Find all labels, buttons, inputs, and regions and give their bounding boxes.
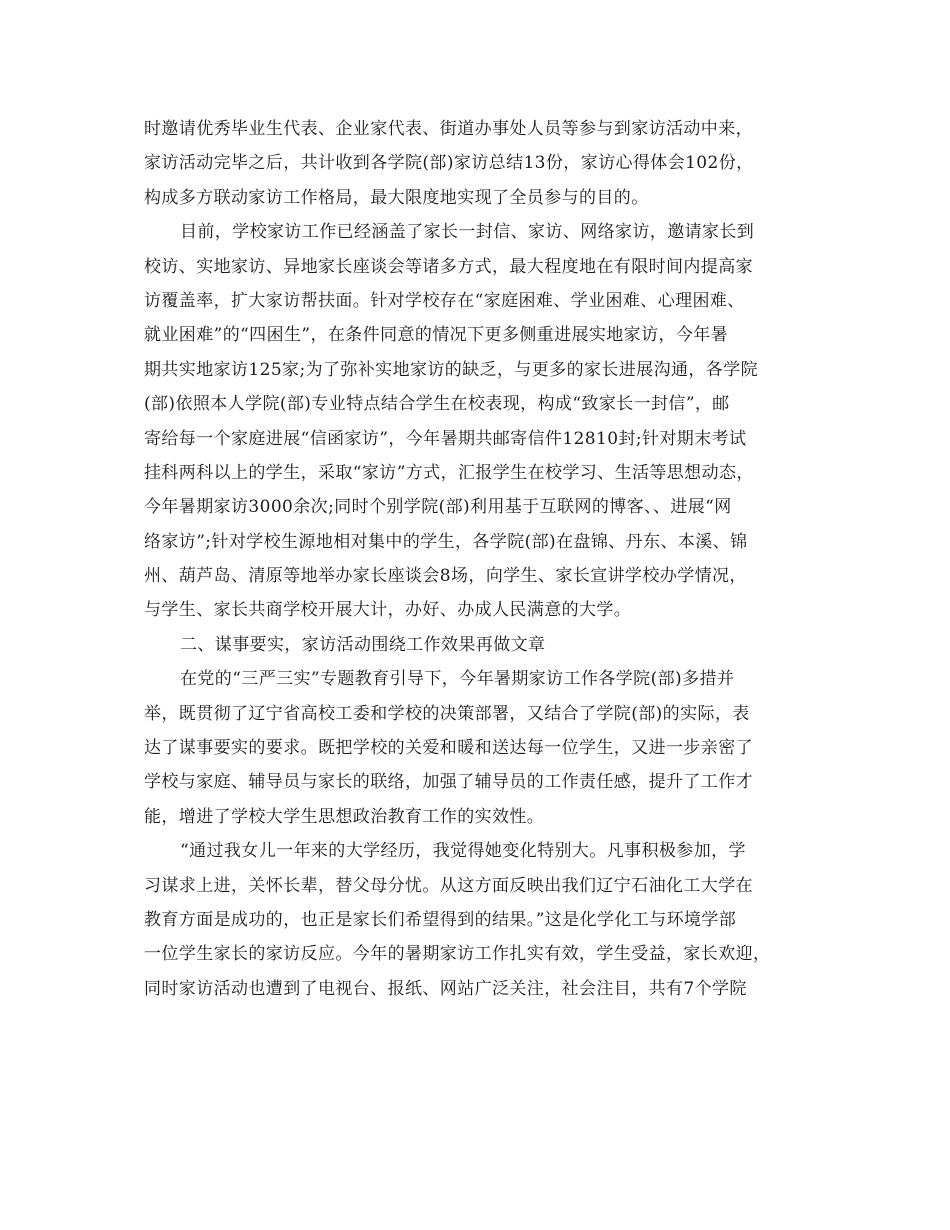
text-line: 州、葫芦岛、清原等地举办家长座谈会8场，向学生、家长宣讲学校办学情况， <box>144 566 747 587</box>
text-line: 在党的“三严三实”专题教育引导下，今年暑期家访工作各学院(部)多措并 <box>180 669 735 690</box>
text-line: 习谋求上进，关怀长辈，替父母分忧。从这方面反映出我们辽宁石油化工大学在 <box>144 875 753 896</box>
text-line: 构成多方联动家访工作格局，最大限度地实现了全员参与的目的。 <box>144 187 649 208</box>
text-line: 期共实地家访125家;为了弥补实地家访的缺乏，与更多的家长进展沟通，各学院 <box>144 359 758 380</box>
text-line: 时邀请优秀毕业生代表、企业家代表、街道办事处人员等参与到家访活动中来， <box>144 119 753 139</box>
text-line: 校访、实地家访、异地家长座谈会等诸多方式，最大程度地在有限时间内提高家 <box>144 256 753 277</box>
text-line: 与学生、家长共商学校开展大计，办好、办成人民满意的大学。 <box>144 600 632 621</box>
text-line: 同时家访活动也遭到了电视台、报纸、网站广泛关注，社会注目，共有7个学院 <box>144 978 747 999</box>
text-line: “通过我女儿一年来的大学经历，我觉得她变化特别大。凡事积极参加，学 <box>180 841 746 862</box>
text-line: 达了谋事要实的要求。既把学校的关爱和暖和送达每一位学生，又进一步亲密了 <box>144 738 753 759</box>
text-line: 学校与家庭、辅导员与家长的联络，加强了辅导员的工作责任感，提升了工作才 <box>144 772 753 793</box>
text-line: 一位学生家长的家访反应。今年的暑期家访工作扎实有效，学生受益，家长欢迎， <box>144 944 771 965</box>
text-line: 家访活动完毕之后，共计收到各学院(部)家访总结13份，家访心得体会102份， <box>144 153 754 174</box>
text-line: 目前，学校家访工作已经涵盖了家长一封信、家访、网络家访，邀请家长到 <box>180 222 755 243</box>
text-line: 二、谋事要实，家访活动围绕工作效果再做文章 <box>180 634 546 655</box>
text-line: (部)依照本人学院(部)专业特点结合学生在校表现，构成“致家长一封信”，邮 <box>144 394 730 415</box>
text-line: 挂科两科以上的学生，采取“家访”方式，汇报学生在校学习、生活等思想动态， <box>144 462 754 483</box>
text-line: 寄给每一个家庭进展“信函家访”，今年暑期共邮寄信件12810封;针对期末考试 <box>144 428 747 449</box>
text-line: 能，增进了学校大学生思想政治教育工作的实效性。 <box>144 806 545 827</box>
document-body <box>144 112 809 1006</box>
text-line: 举，既贯彻了辽宁省高校工委和学校的决策部署，又结合了学院(部)的实际，表 <box>144 703 750 724</box>
text-line: 教育方面是成功的，也正是家长们希望得到的结果。”这是化学化工与环境学部 <box>144 909 737 930</box>
text-line: 今年暑期家访3000余次;同时个别学院(部)利用基于互联网的博客、、进展“网 <box>144 497 732 518</box>
text-line: 络家访”;针对学校生源地相对集中的学生，各学院(部)在盘锦、丹东、本溪、锦 <box>144 531 748 552</box>
text-line: 访覆盖率，扩大家访帮扶面。针对学校存在“家庭困难、学业困难、心理困难、 <box>144 290 745 311</box>
text-line: 就业困难”的“四困生”，在条件同意的情况下更多侧重进展实地家访，今年暑 <box>144 325 729 346</box>
